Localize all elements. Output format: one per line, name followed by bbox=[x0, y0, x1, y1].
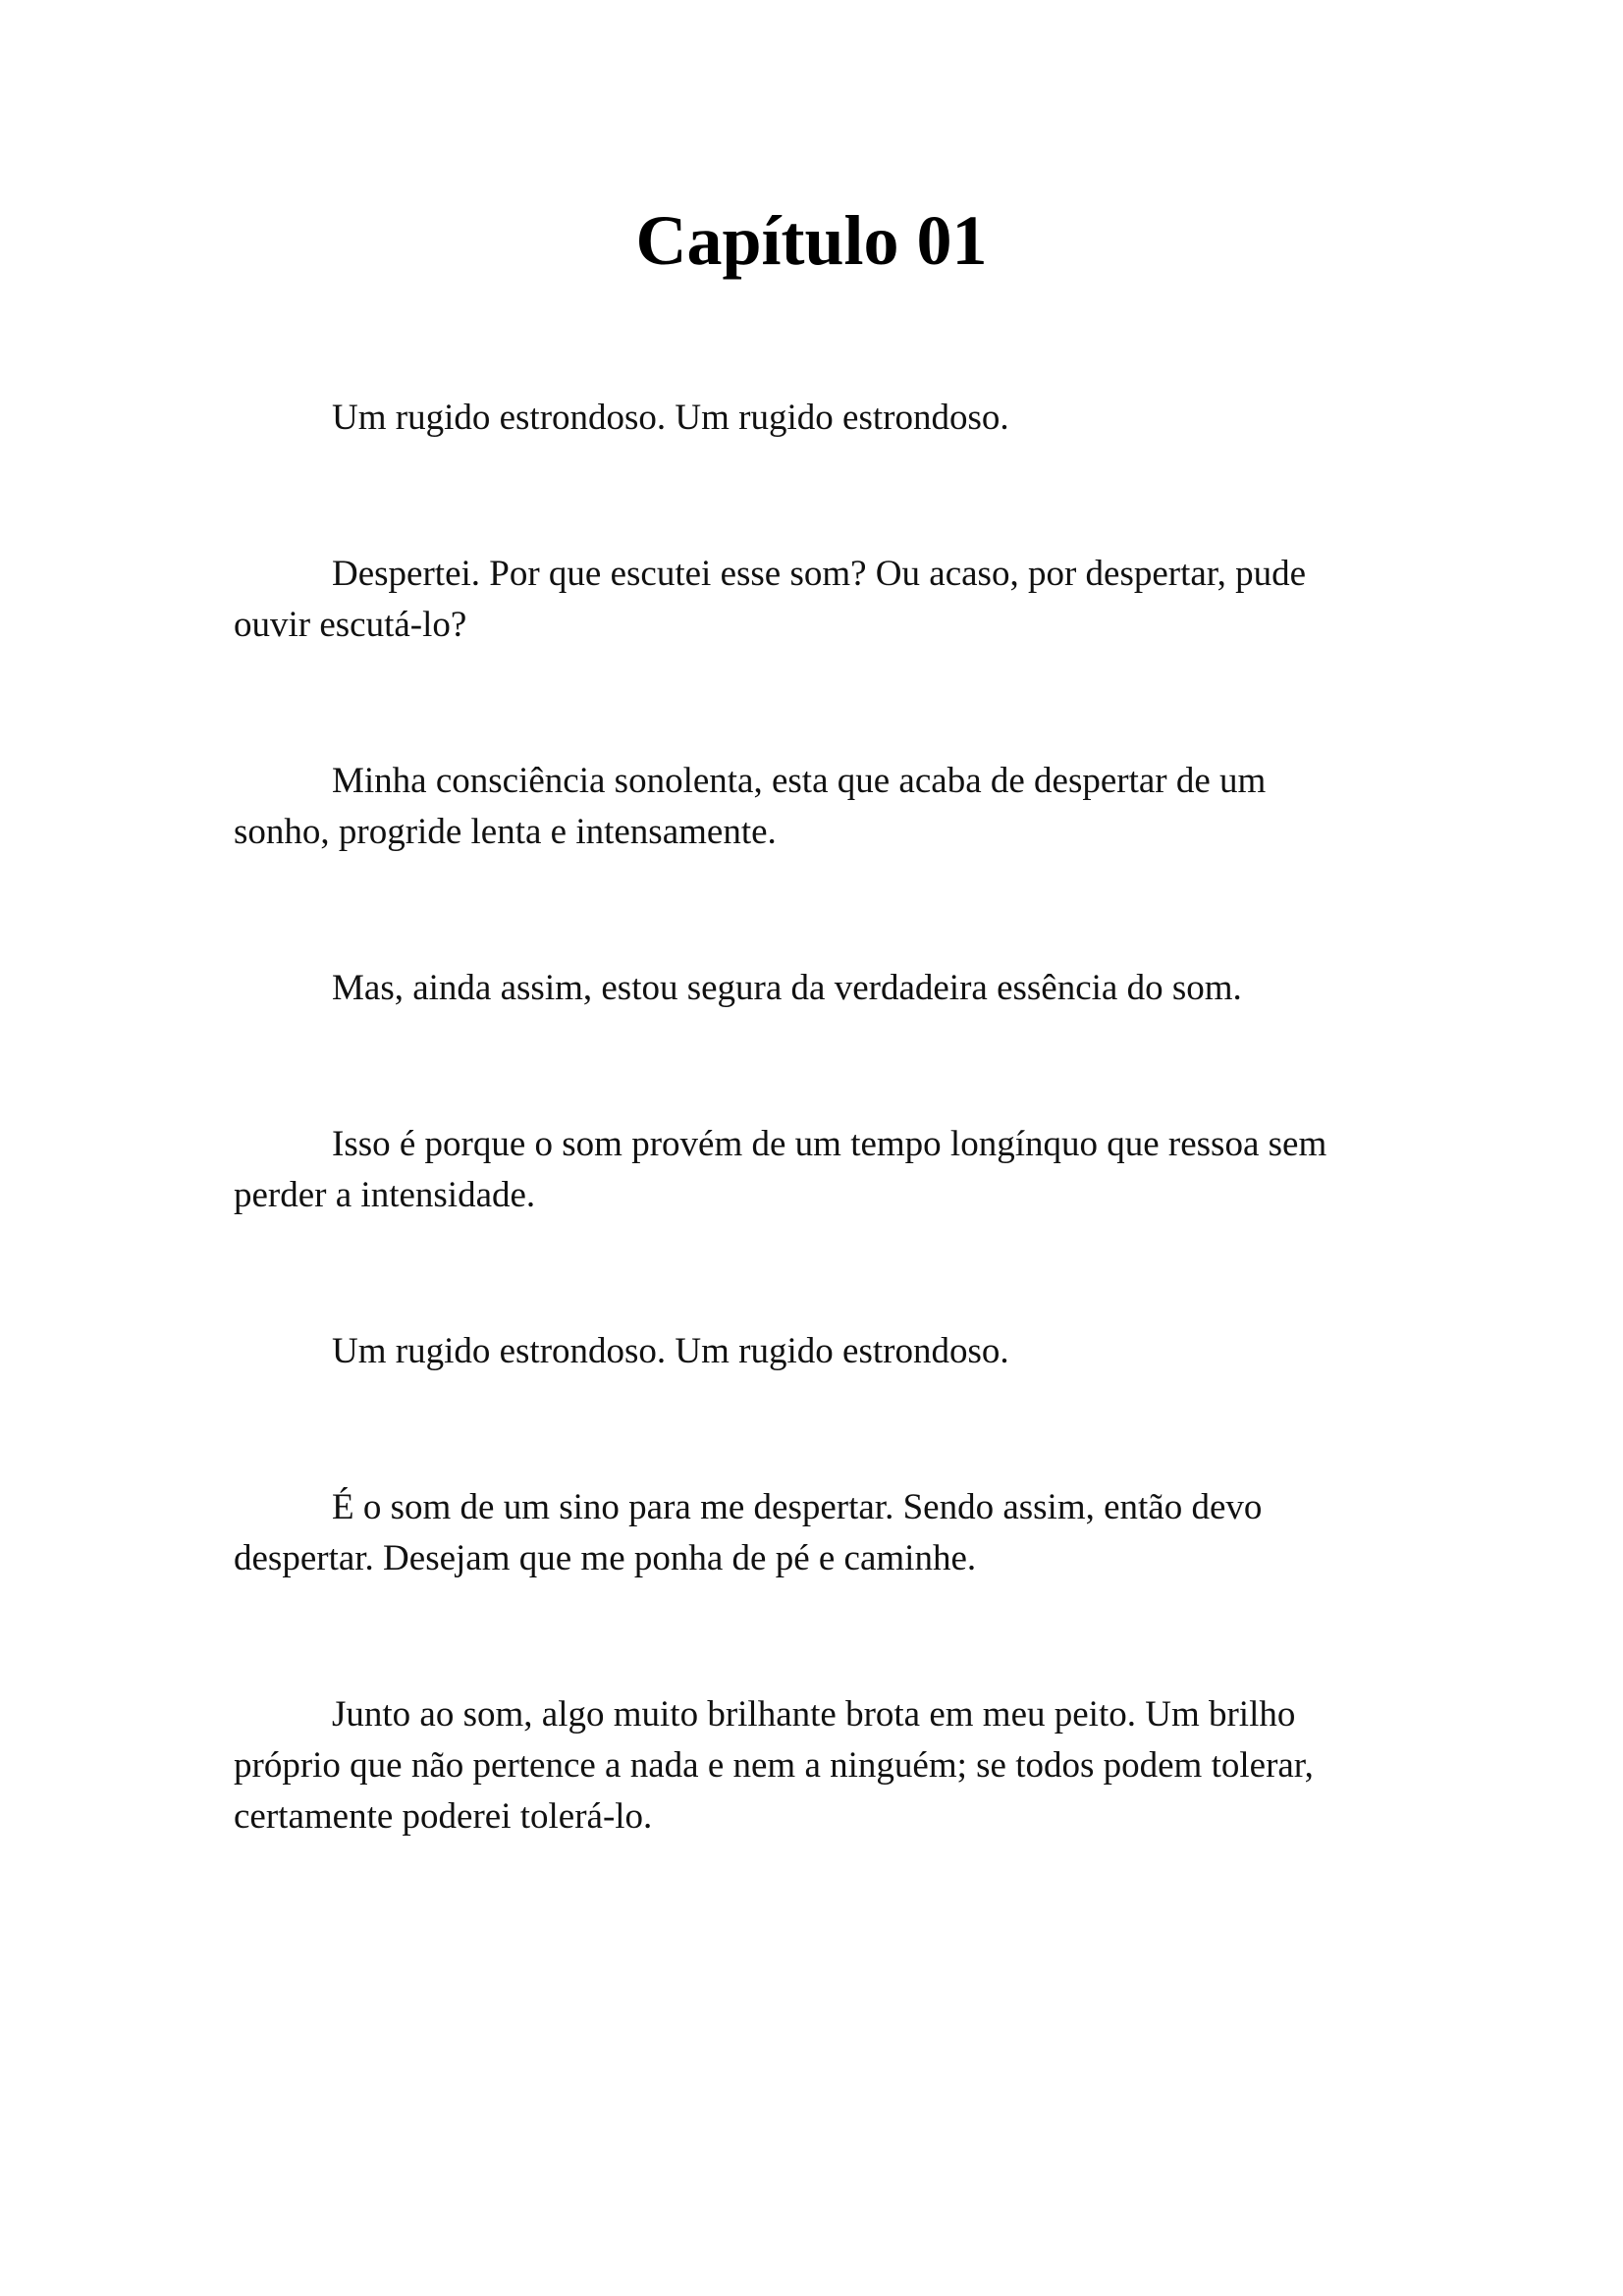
paragraph-line: Despertei. Por que escutei esse som? Ou acaso, por despertar, pude bbox=[332, 554, 1307, 594]
paragraph-line: perder a intensidade. bbox=[234, 1175, 536, 1215]
paragraph-5 bbox=[234, 1119, 1392, 1221]
paragraph-line: certamente poderei tolerá-lo. bbox=[234, 1796, 653, 1837]
paragraph-8 bbox=[234, 1689, 1392, 1842]
chapter-body bbox=[234, 393, 1392, 1948]
paragraph-line: Mas, ainda assim, estou segura da verdadeira essência do som. bbox=[332, 968, 1242, 1008]
paragraph-3 bbox=[234, 756, 1392, 858]
paragraph-6 bbox=[234, 1326, 1392, 1377]
paragraph-line: ouvir escutá-lo? bbox=[234, 605, 467, 645]
paragraph-7 bbox=[234, 1482, 1392, 1584]
paragraph-4 bbox=[234, 963, 1392, 1014]
paragraph-line: Um rugido estrondoso. Um rugido estrondoso. bbox=[332, 398, 1009, 438]
paragraph-2 bbox=[234, 549, 1392, 651]
paragraph-line: despertar. Desejam que me ponha de pé e caminhe. bbox=[234, 1538, 977, 1578]
paragraph-line: Junto ao som, algo muito brilhante brota em meu peito. Um brilho bbox=[332, 1694, 1296, 1735]
paragraph-line: Isso é porque o som provém de um tempo longínquo que ressoa sem bbox=[332, 1124, 1327, 1164]
paragraph-line: É o som de um sino para me despertar. Sendo assim, então devo bbox=[332, 1487, 1263, 1527]
paragraph-line: Minha consciência sonolenta, esta que acaba de despertar de um bbox=[332, 761, 1267, 801]
paragraph-line: sonho, progride lenta e intensamente. bbox=[234, 812, 777, 852]
paragraph-1 bbox=[234, 393, 1392, 444]
chapter-title: Capítulo 01 bbox=[635, 201, 988, 280]
paragraph-line: próprio que não pertence a nada e nem a ninguém; se todos podem tolerar, bbox=[234, 1745, 1314, 1786]
paragraph-line: Um rugido estrondoso. Um rugido estrondoso. bbox=[332, 1331, 1009, 1371]
